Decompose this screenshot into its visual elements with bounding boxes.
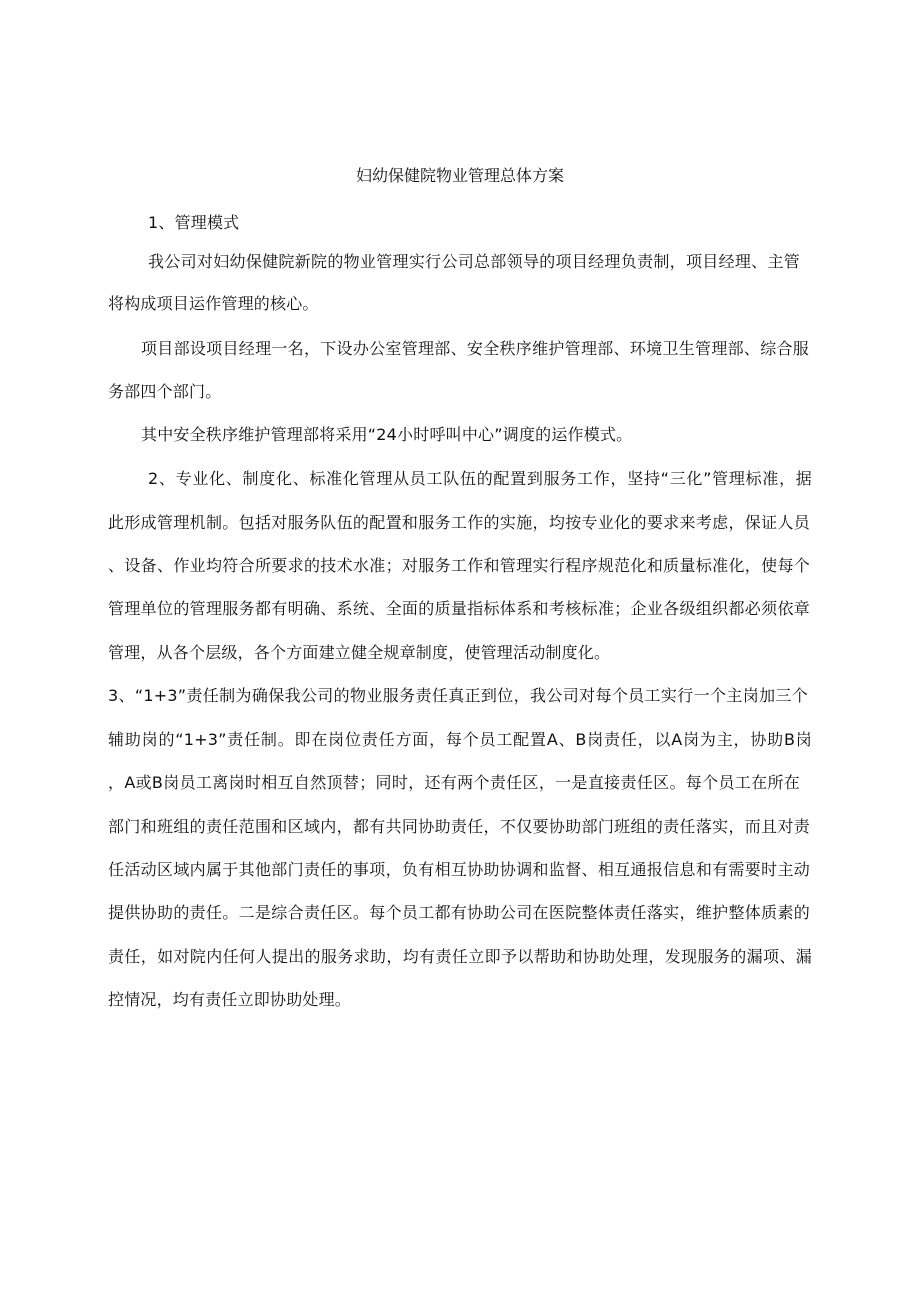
paragraph-line: 其中安全秩序维护管理部将采用“24小时呼叫中心”调度的运作模式。 — [141, 425, 633, 444]
paragraph-line: 项目部设项目经理一名，下设办公室管理部、安全秩序维护管理部、环境卫生管理部、综合服 — [141, 339, 809, 358]
paragraph-line: 责任，如对院内任何人提出的服务求助，均有责任立即予以帮助和协助处理，发现服务的漏项、漏 — [108, 947, 812, 966]
paragraph-line: 管理单位的管理服务都有明确、系统、全面的质量指标体系和考核标准；企业各级组织都必须依章 — [108, 599, 810, 618]
paragraph-line: 务部四个部门。 — [108, 382, 222, 401]
paragraph-line: 2、专业化、制度化、标准化管理从员工队伍的配置到服务工作，坚持“三化”管理标准，据 — [148, 469, 812, 488]
paragraph-line: 部门和班组的责任范围和区域内，都有共同协助责任，不仅要协助部门班组的责任落实，而且对责 — [108, 817, 810, 836]
paragraph-line: 控情况，均有责任立即协助处理。 — [108, 990, 352, 1009]
paragraph-line: 、设备、作业均符合所要求的技术水准；对服务工作和管理实行程序规范化和质量标准化，使每个 — [108, 556, 810, 575]
paragraph-line: 3、“1+3”责任制为确保我公司的物业服务责任真正到位，我公司对每个员工实行一个主岗加三个 — [108, 686, 808, 705]
paragraph-line: 此形成管理机制。包括对服务队伍的配置和服务工作的实施，均按专业化的要求来考虑，保证人员 — [108, 513, 810, 532]
paragraph-line: 辅助岗的“1+3”责任制。即在岗位责任方面，每个员工配置A、B岗责任，以A岗为主，协助B岗 — [108, 730, 812, 749]
section-heading: 1、管理模式 — [148, 213, 240, 232]
paragraph-line: 任活动区域内属于其他部门责任的事项，负有相互协助协调和监督、相互通报信息和有需要时主动 — [108, 860, 810, 879]
paragraph-line: ，A或B岗员工离岗时相互自然顶替；同时，还有两个责任区，一是直接责任区。每个员工在所在 — [108, 773, 800, 792]
paragraph-line: 管理，从各个层级，各个方面建立健全规章制度，使管理活动制度化。 — [108, 643, 611, 662]
paragraph-line: 提供协助的责任。二是综合责任区。每个员工都有协助公司在医院整体责任落实，维护整体质素的 — [108, 903, 810, 922]
paragraph-line: 将构成项目运作管理的核心。 — [108, 294, 319, 313]
document-title: 妇幼保健院物业管理总体方案 — [355, 166, 564, 185]
paragraph-line: 我公司对妇幼保健院新院的物业管理实行公司总部领导的项目经理负责制，项目经理、主管 — [148, 252, 800, 271]
